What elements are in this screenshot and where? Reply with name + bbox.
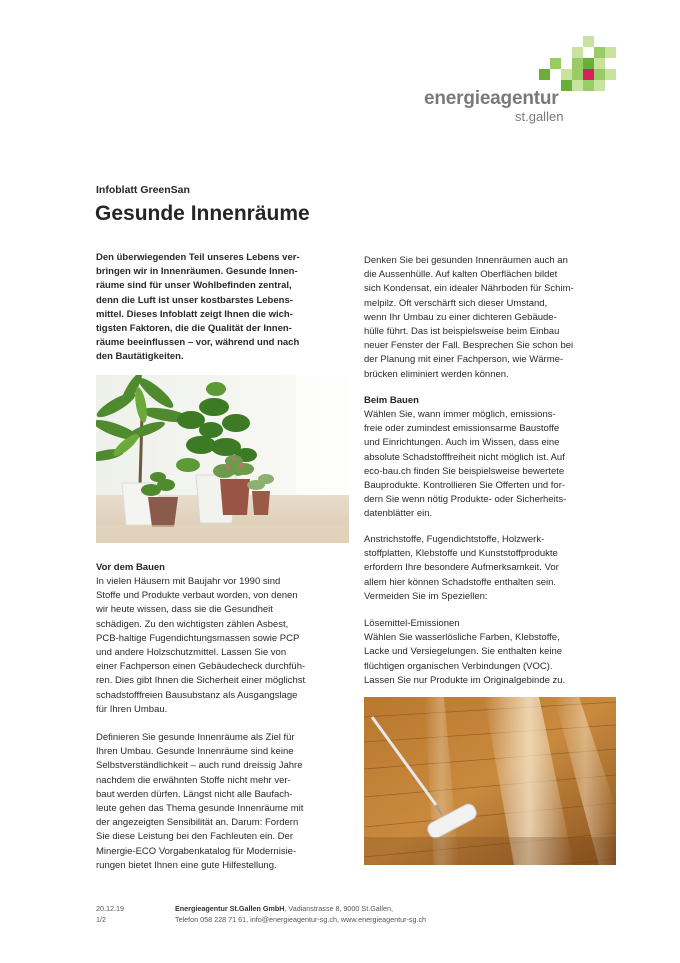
energieagentur-logo — [424, 36, 624, 131]
aussenhuelle-paragraph: Denken Sie bei gesunden Innenräumen auch an die Aussenhülle. Auf kalten Oberflächen bildet sich Kondensat, ein idealer Nährboden für Schim- melpilz. Oft verschärft sich dieser Umstand, wenn Ihr Umbau zu einer dichteren Gebäude- hülle führt. Das ist beispielsweise beim Einbau neuer Fenster der Fall. Besprechen Sie schon bei der Planung mit einer Fachperson, wie Wärme- brücken eliminiert werden können. — [364, 255, 574, 380]
logo-subtitle: st.gallen — [515, 109, 564, 124]
plants-illustration-icon — [96, 375, 349, 543]
logo-title: energieagentur — [424, 88, 559, 109]
plants-photo — [96, 375, 349, 543]
wood-floor-photo — [364, 697, 616, 865]
document-supertitle: Infoblatt GreenSan — [96, 184, 190, 196]
intro-paragraph: Den überwiegenden Teil unseres Lebens ver- bringen wir in Innenräumen. Gesunde Innen- räume sind für unser Wohlbefinden zentral, denn die Luft ist unser kostbarstes Lebens- mittel. Dieses Infoblatt zeigt Ihnen die wich- tigsten Faktoren, die die Qualität der Innen- räume beeinflussen – vor, während und nach den Bautätigkeiten. — [96, 252, 300, 363]
beim-bauen-paragraph-1: Wählen Sie, wann immer möglich, emissions- freie oder zumindest emissionsarme Baustoffe und Einrichtungen. Auch im Wissen, dass eine absolute Schadstofffreiheit nicht möglich ist. Auf eco-bau.ch finden Sie beispielsweise bewertete Bauprodukte. Kontrollieren Sie Offerten und for- dern Sie wenn nötig Produkte- oder Sicherheits- datenblätter ein. — [364, 409, 567, 520]
section-heading-vor-dem-bauen: Vor dem Bauen — [96, 562, 165, 573]
footer-contact: Telefon 058 228 71 61, info@energieagentur-sg.ch, www.energieagentur-sg.ch — [175, 915, 427, 924]
footer-address: , Vadianstrasse 8, 9000 St.Gallen, — [284, 904, 393, 913]
footer-page-number: 1/2 — [96, 915, 106, 924]
beim-bauen-paragraph-2: Anstrichstoffe, Fugendichtstoffe, Holzwerk- stoffplatten, Klebstoffe und Kunststoffprodukte erfordern Ihre besondere Aufmerksamkeit. Vor allem hier können Schadstoffe enthalten sein. Vermeiden Sie im Speziellen: — [364, 534, 559, 602]
document-title: Gesunde Innenräume — [95, 202, 310, 225]
vor-dem-bauen-paragraph-1: In vielen Häusern mit Baujahr vor 1990 sind Stoffe und Produkte verbaut worden, von denen wir heute wissen, dass sie die Gesundheit schädigen. Zu den wichtigsten zählen Asbest, PCB-haltige Fugendichtungsmassen sowie PCP und andere Holzschutzmittel. Lassen Sie von einer Fachperson einen Gebäudecheck durchfüh- ren. Dies gibt Ihnen die Sicherheit einer möglichst schadstofffreien Bausubstanz als Ausgangslage für Ihren Umbau. — [96, 576, 306, 715]
footer-company: Energieagentur St.Gallen GmbH — [175, 904, 285, 913]
footer-date-page — [96, 903, 124, 925]
vor-dem-bauen-paragraph-2: Definieren Sie gesunde Innenräume als Ziel für Ihren Umbau. Gesunde Innenräume sind keine Selbstverständlichkeit – auch rund dreissig Jahre nachdem die erwähnten Stoffe nicht mehr ver- baut werden dürfen. Längst nicht alle Baufach- leute gehen das Thema gesunde Innenräume mit der angezeigten Sensibilität an. Darum: Fordern Sie diese Leistung bei den Fachleuten ein. Der Minergie-ECO Vorgabenkatalog für Modernisie- rungen bietet Ihnen eine gute Hilfestellung. — [96, 732, 304, 871]
section-heading-beim-bauen: Beim Bauen — [364, 395, 419, 406]
floor-roller-illustration-icon — [364, 697, 616, 865]
loesemittel-paragraph: Lösemittel-Emissionen Wählen Sie wasserlösliche Farben, Klebstoffe, Lacke und Versiegelungen. Sie enthalten keine flüchtigen organischen Verbindungen (VOC). Lassen Sie nur Produkte im Originalgebinde zu. — [364, 618, 566, 686]
footer-contact-block — [175, 903, 426, 925]
footer-date: 20.12.19 — [96, 904, 124, 913]
